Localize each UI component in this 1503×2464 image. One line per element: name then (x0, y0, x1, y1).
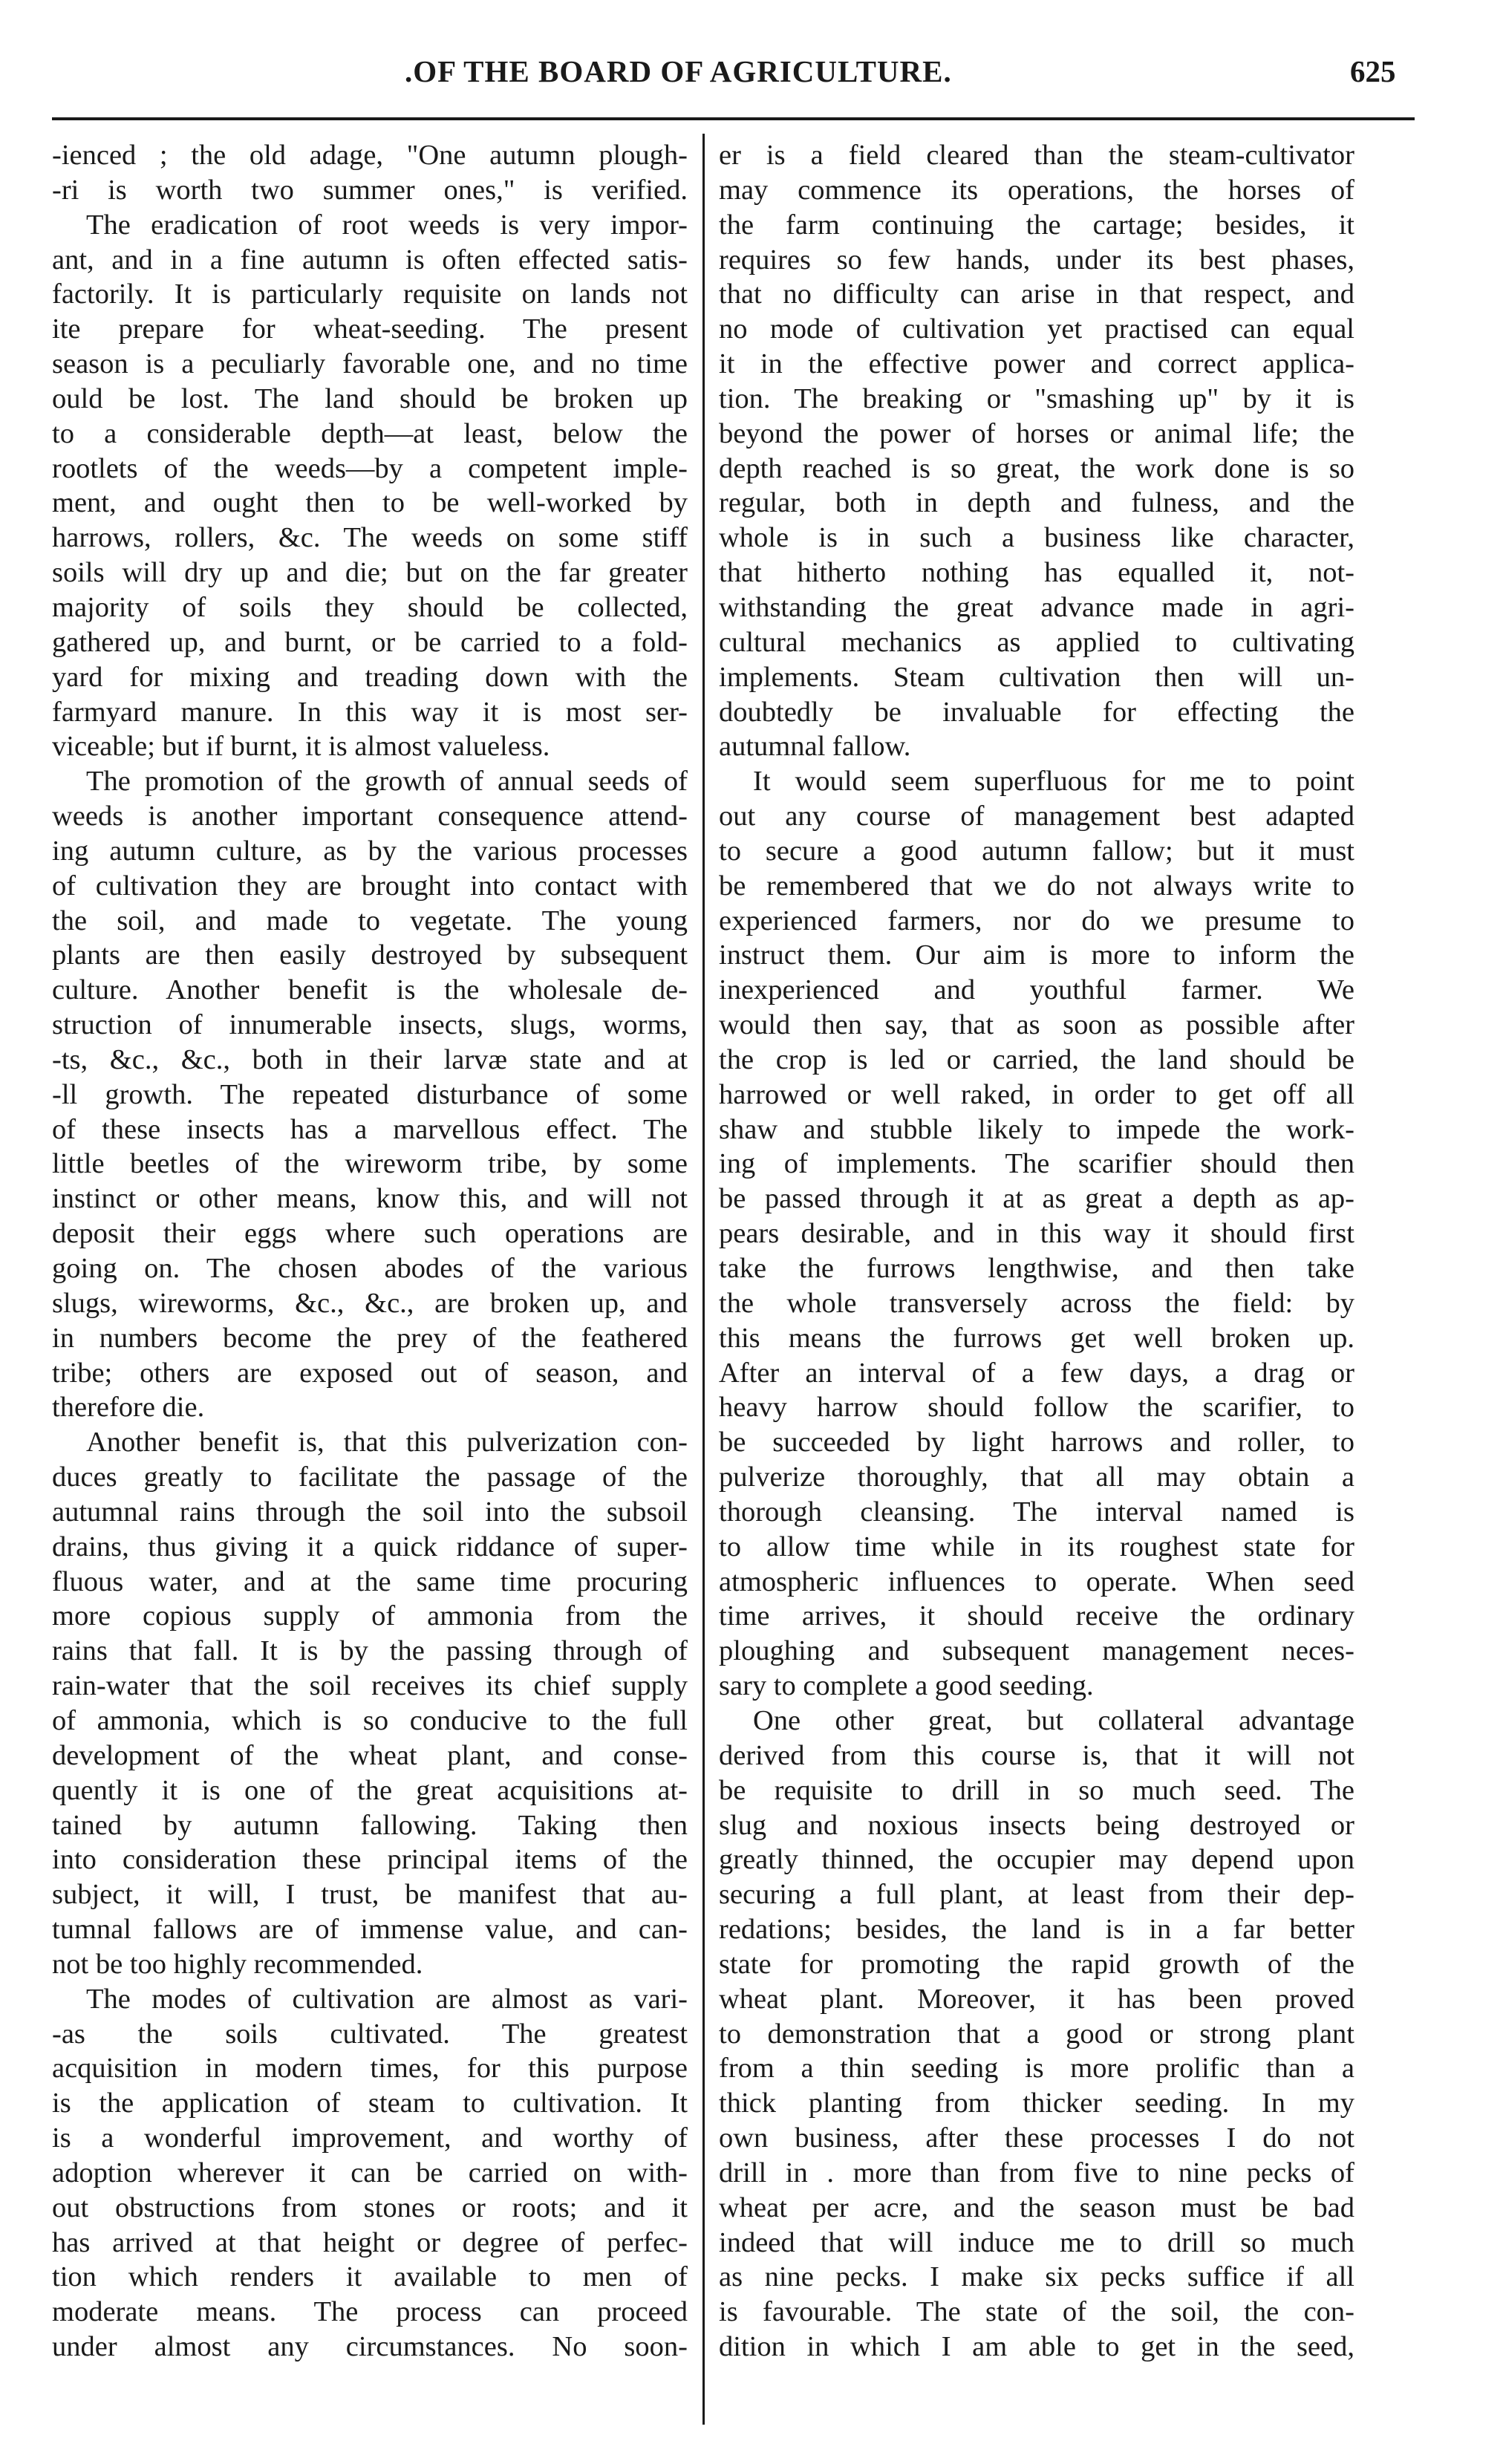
text-line: time arrives, it should receive the ordinary (719, 1600, 1354, 1632)
text-line: After an interval of a few days, a drag or (719, 1357, 1354, 1389)
text-line: that hitherto nothing has equalled it, not- (719, 557, 1354, 589)
left-column (52, 138, 688, 2364)
text-line: cultural mechanics as applied to cultivating (719, 626, 1354, 658)
text-line: under almost any circumstances. No soon- (52, 2331, 688, 2363)
text-line: requires so few hands, under its best phases, (719, 244, 1354, 276)
text-line: ing of implements. The scarifier should then (719, 1148, 1354, 1180)
text-line: be succeeded by light harrows and roller, to (719, 1427, 1354, 1458)
text-line: harrows, rollers, &c. The weeds on some stiff (52, 522, 688, 554)
text-line: doubtedly be invaluable for effecting the (719, 696, 1354, 728)
text-line: deposit their eggs where such operations are (52, 1218, 688, 1250)
text-line: struction of innumerable insects, slugs, worms, (52, 1009, 688, 1041)
text-line: thick planting from thicker seeding. In my (719, 2087, 1354, 2119)
text-line: sary to complete a good seeding. (719, 1670, 1094, 1702)
text-line: rain-water that the soil receives its chief supply (52, 1670, 688, 1702)
text-line: this means the furrows get well broken up. (719, 1322, 1354, 1354)
text-line: gathered up, and burnt, or be carried to a fold- (52, 626, 688, 658)
text-line: be passed through it at as great a depth as ap- (719, 1183, 1354, 1215)
text-line: majority of soils they should be collected, (52, 591, 688, 623)
text-line: therefore die. (52, 1392, 205, 1424)
text-line: factorily. It is particularly requisite on lands not (52, 278, 688, 310)
text-line: would then say, that as soon as possible after (719, 1009, 1354, 1041)
text-line: It would seem superfluous for me to point (753, 766, 1354, 798)
text-line: adoption wherever it can be carried on with- (52, 2157, 688, 2188)
text-line: slug and noxious insects being destroyed or (719, 1809, 1354, 1841)
text-line: withstanding the great advance made in agri- (719, 591, 1354, 623)
text-line: rootlets of the weeds—by a competent imple- (52, 452, 688, 484)
text-line: tained by autumn fallowing. Taking then (52, 1809, 688, 1841)
text-line: no mode of cultivation yet practised can equal (719, 313, 1354, 345)
text-line: it in the effective power and correct applica- (719, 348, 1354, 380)
text-line: the soil, and made to vegetate. The young (52, 905, 688, 936)
text-line: One other great, but collateral advantage (753, 1704, 1354, 1736)
text-line: to secure a good autumn fallow; but it must (719, 835, 1354, 867)
text-line: to a considerable depth—at least, below the (52, 417, 688, 449)
text-line: The promotion of the growth of annual seeds of (86, 766, 688, 798)
text-line: more copious supply of ammonia from the (52, 1600, 688, 1632)
text-line: tribe; others are exposed out of season, and (52, 1357, 688, 1389)
text-line: heavy harrow should follow the scarifier, to (719, 1392, 1354, 1424)
text-line: may commence its operations, the horses of (719, 174, 1354, 206)
running-title: .OF THE BOARD OF AGRICULTURE. (405, 54, 952, 88)
text-line: drill in . more than from five to nine pecks of (719, 2157, 1354, 2188)
text-line: inexperienced and youthful farmer. We (719, 974, 1354, 1006)
text-line: implements. Steam cultivation then will un- (719, 661, 1354, 693)
text-line: quently it is one of the great acquisitions at- (52, 1774, 688, 1806)
text-line: not be too highly recommended. (52, 1948, 423, 1980)
text-line: autumnal fallow. (719, 731, 911, 763)
text-line: er is a field cleared than the steam-cultivator (719, 140, 1354, 171)
text-line: has arrived at that height or degree of perfec- (52, 2226, 688, 2258)
text-line: be remembered that we do not always write to (719, 870, 1354, 902)
text-line: autumnal rains through the soil into the subsoil (52, 1496, 688, 1528)
text-line: -ll growth. The repeated disturbance of some (52, 1078, 688, 1110)
text-line: pulverize thoroughly, that all may obtain a (719, 1461, 1354, 1493)
text-line: ite prepare for wheat-seeding. The present (52, 313, 688, 345)
text-line: farmyard manure. In this way it is most ser- (52, 696, 688, 728)
text-line: is favourable. The state of the soil, the con- (719, 2296, 1354, 2328)
page-number: 625 (1350, 54, 1396, 88)
text-line: own business, after these processes I do not (719, 2122, 1354, 2154)
text-line: take the furrows lengthwise, and then take (719, 1253, 1354, 1284)
text-line: out obstructions from stones or roots; and it (52, 2191, 688, 2223)
text-line: be requisite to drill in so much seed. The (719, 1774, 1354, 1806)
text-line: little beetles of the wireworm tribe, by some (52, 1148, 688, 1180)
text-line: wheat plant. Moreover, it has been proved (719, 1983, 1354, 2015)
text-line: of cultivation they are brought into contact with (52, 870, 688, 902)
text-line: state for promoting the rapid growth of the (719, 1948, 1354, 1980)
text-line: the farm continuing the cartage; besides, it (719, 209, 1354, 241)
text-line: to allow time while in its roughest state for (719, 1531, 1354, 1562)
text-line: derived from this course is, that it will not (719, 1739, 1354, 1771)
text-line: atmospheric influences to operate. When seed (719, 1565, 1354, 1597)
text-line: viceable; but if burnt, it is almost valueless. (52, 731, 550, 763)
text-line: ment, and ought then to be well-worked by (52, 487, 688, 519)
text-line: moderate means. The process can proceed (52, 2296, 688, 2328)
text-line: beyond the power of horses or animal life; the (719, 417, 1354, 449)
text-line: instruct them. Our aim is more to inform the (719, 939, 1354, 971)
text-line: is a wonderful improvement, and worthy of (52, 2122, 688, 2154)
text-line: greatly thinned, the occupier may depend upon (719, 1844, 1354, 1876)
text-line: dition in which I am able to get in the seed, (719, 2331, 1354, 2363)
text-line: that no difficulty can arise in that respect, and (719, 278, 1354, 310)
text-line: the crop is led or carried, the land should be (719, 1043, 1354, 1075)
text-line: thorough cleansing. The interval named is (719, 1496, 1354, 1528)
header-rule (52, 117, 1415, 120)
text-line: subject, it will, I trust, be manifest that au- (52, 1879, 688, 1911)
text-line: to demonstration that a good or strong plant (719, 2018, 1354, 2050)
text-line: ploughing and subsequent management neces- (719, 1635, 1354, 1667)
text-line: whole is in such a business like character, (719, 522, 1354, 554)
text-line: as nine pecks. I make six pecks suffice if all (719, 2261, 1354, 2293)
text-line: going on. The chosen abodes of the various (52, 1253, 688, 1284)
text-line: drains, thus giving it a quick riddance of super- (52, 1531, 688, 1562)
text-line: weeds is another important consequence attend- (52, 801, 688, 832)
text-line: shaw and stubble likely to impede the work- (719, 1113, 1354, 1145)
running-head (0, 53, 1503, 98)
text-line: pears desirable, and in this way it should first (719, 1218, 1354, 1250)
column-divider (702, 134, 705, 2425)
text-line: experienced farmers, nor do we presume to (719, 905, 1354, 936)
text-line: tion which renders it available to men of (52, 2261, 688, 2293)
text-line: of these insects has a marvellous effect. The (52, 1113, 688, 1145)
text-line: securing a full plant, at least from their dep- (719, 1879, 1354, 1911)
text-line: tumnal fallows are of immense value, and can- (52, 1914, 688, 1946)
text-line: redations; besides, the land is in a far better (719, 1914, 1354, 1946)
text-line: Another benefit is, that this pulverization con- (86, 1427, 688, 1458)
text-line: regular, both in depth and fulness, and the (719, 487, 1354, 519)
text-line: -as the soils cultivated. The greatest (52, 2018, 688, 2050)
text-line: depth reached is so great, the work done is so (719, 452, 1354, 484)
text-line: into consideration these principal items of the (52, 1844, 688, 1876)
text-line: indeed that will induce me to drill so much (719, 2226, 1354, 2258)
text-line: season is a peculiarly favorable one, and no time (52, 348, 688, 380)
text-line: ould be lost. The land should be broken up (52, 382, 688, 414)
text-line: of ammonia, which is so conducive to the full (52, 1704, 688, 1736)
text-line: development of the wheat plant, and conse- (52, 1739, 688, 1771)
text-line: duces greatly to facilitate the passage of the (52, 1461, 688, 1493)
text-line: culture. Another benefit is the wholesale de- (52, 974, 688, 1006)
text-line: slugs, wireworms, &c., &c., are broken up, and (52, 1287, 688, 1319)
text-line: ant, and in a fine autumn is often effected satis- (52, 244, 688, 276)
text-line: from a thin seeding is more prolific than a (719, 2053, 1354, 2085)
text-line: the whole transversely across the field: by (719, 1287, 1354, 1319)
text-line: -ts, &c., &c., both in their larvæ state and at (52, 1043, 688, 1075)
text-line: acquisition in modern times, for this purpose (52, 2053, 688, 2085)
text-line: -ri is worth two summer ones," is verified. (52, 174, 688, 206)
text-line: fluous water, and at the same time procuring (52, 1565, 688, 1597)
text-line: harrowed or well raked, in order to get off all (719, 1078, 1354, 1110)
text-line: wheat per acre, and the season must be bad (719, 2191, 1354, 2223)
text-line: The eradication of root weeds is very impor- (86, 209, 688, 241)
text-line: plants are then easily destroyed by subsequent (52, 939, 688, 971)
text-line: -ienced ; the old adage, "One autumn plough- (52, 140, 688, 171)
text-line: instinct or other means, know this, and will not (52, 1183, 688, 1215)
text-line: The modes of cultivation are almost as vari- (86, 1983, 688, 2015)
text-line: rains that fall. It is by the passing through of (52, 1635, 688, 1667)
text-line: soils will dry up and die; but on the far greater (52, 557, 688, 589)
text-line: yard for mixing and treading down with the (52, 661, 688, 693)
text-line: out any course of management best adapted (719, 801, 1354, 832)
text-line: ing autumn culture, as by the various processes (52, 835, 688, 867)
text-line: tion. The breaking or "smashing up" by it is (719, 382, 1354, 414)
right-column (719, 138, 1354, 2364)
text-line: is the application of steam to cultivation. It (52, 2087, 688, 2119)
text-line: in numbers become the prey of the feathered (52, 1322, 688, 1354)
